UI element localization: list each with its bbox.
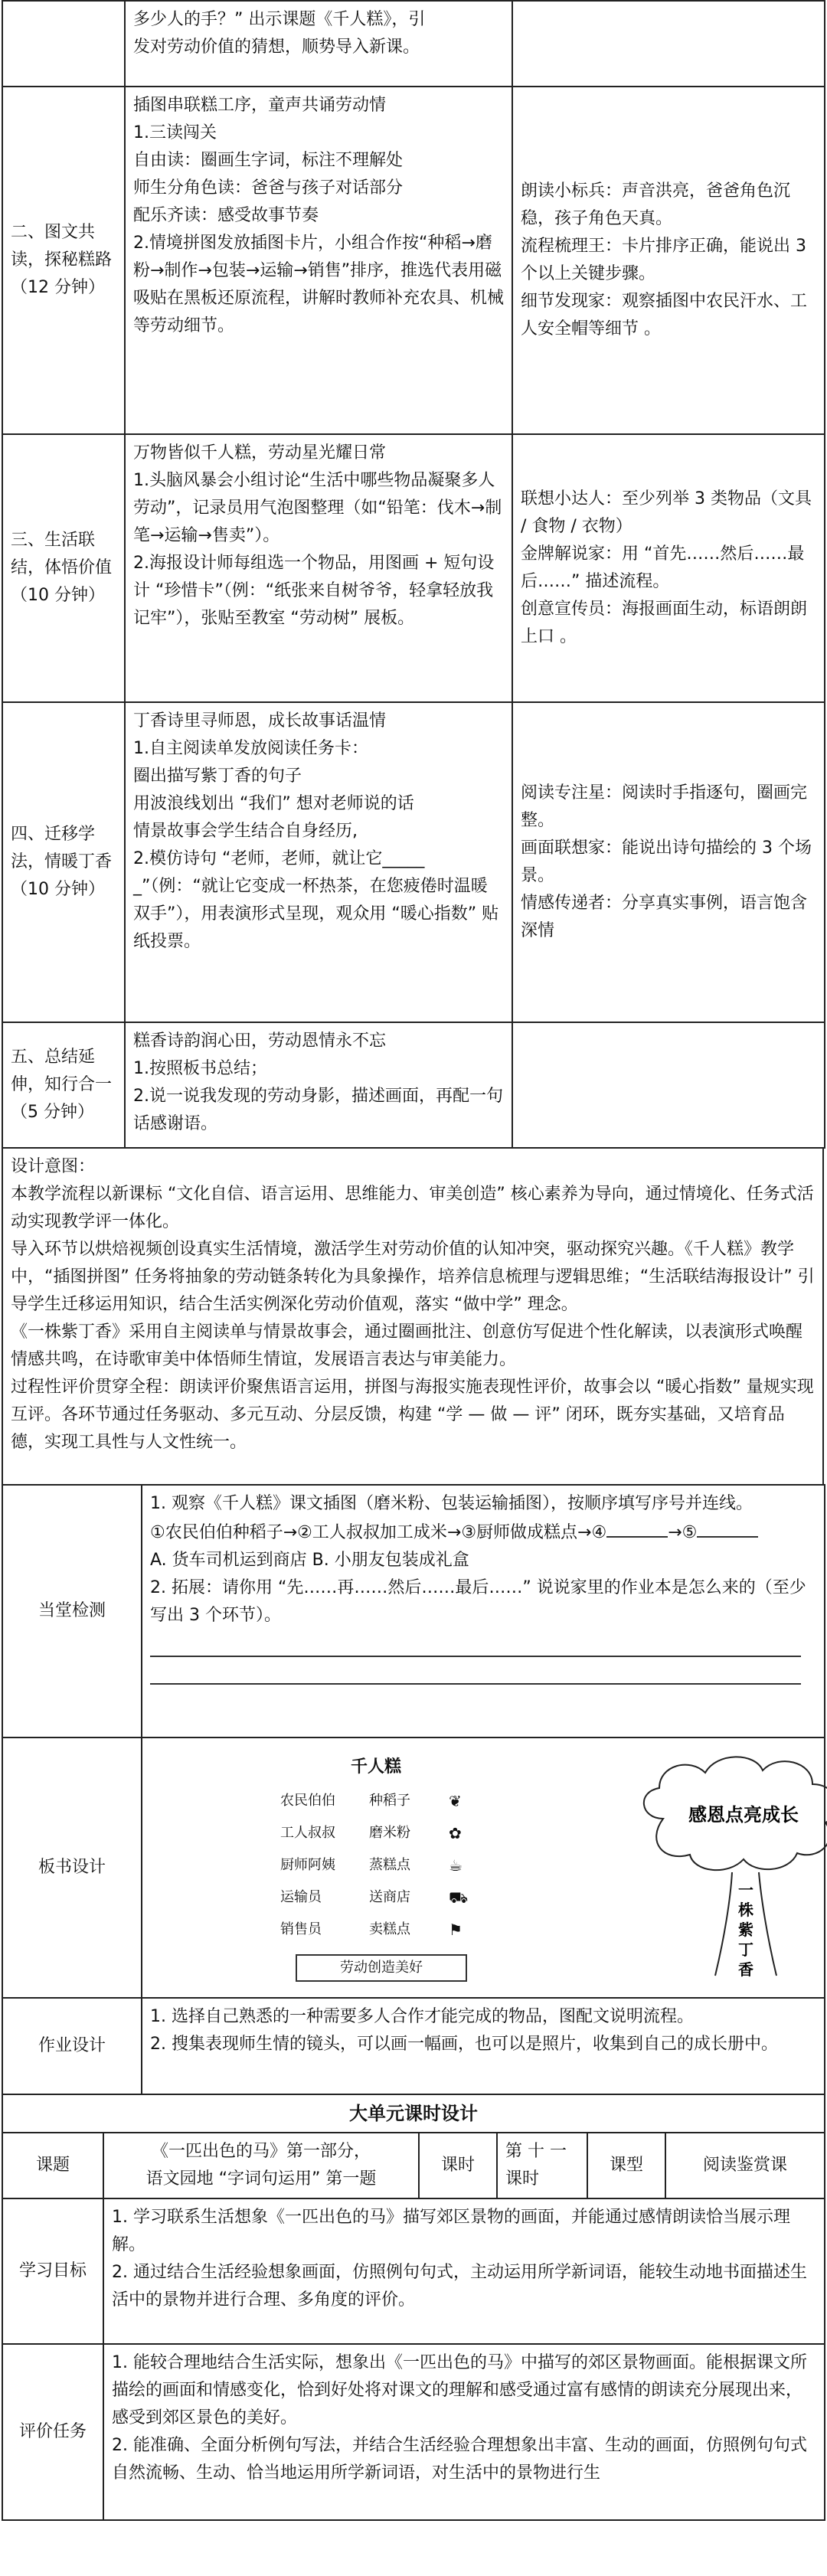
table-row [2,1148,823,1485]
homework-cell [142,1998,825,2094]
design-intent-paragraph: 《一株紫丁香》采用自主阅读单与情景故事会，通过圈画批注、创意仿写促进个性化解读，以表演形式唤醒情感共鸣，在诗歌审美中体悟师生情谊，发展语言表达与审美能力。 [11,1322,803,1369]
board-row [265,1916,487,1947]
assessment-item: 2. 能准确、全面分析例句写法，并结合生活经验合理想象出丰富、生动的画面，仿照例句句式自然流畅、生动、恰当地运用所学新词语，对生活中的景物进行生 [112,2436,807,2483]
evaluation-cell [512,434,825,702]
evaluation-cell [512,1,825,87]
board-row [265,1852,487,1882]
activity-line: 圈出描写紫丁香的句子 [133,767,302,786]
activity-line: 发对劳动价值的猜想，顺势导入新课。 [133,38,420,57]
stage-name: 五、总结延伸，知行合一（5 分钟） [2,1022,125,1148]
objective-item: 2. 通过结合生活经验想象画面，仿照例句句式，主动运用所学新词语，能较生动地书面描述生活中的景物并进行合理、多角度的评价。 [112,2263,807,2310]
topic-value [103,2133,419,2198]
homework-item: 1. 选择自己熟悉的一种需要多人合作才能完成的物品，图配文说明流程。 [150,2007,694,2026]
answer-blank[interactable] [697,1518,758,1538]
activity-line: 情景故事会学生结合自身经历, [133,822,358,841]
activity-line: 自由读：圈画生字词，标注不理解处 [133,151,404,170]
table-row [2,1998,825,2094]
activity-line: 2.说一说我发现的劳动身影，描述画面，再配一句话感谢语。 [133,1087,503,1133]
mill-icon: ✿ [449,1824,462,1842]
table-row [2,1,825,87]
rice-plant-icon: ❦ [449,1792,462,1810]
evaluation-line: 朗读小标兵：声音洪亮，爸爸角色沉稳，孩子角色天真。 [521,181,791,228]
board-process-list [265,1754,487,1983]
evaluation-cell [512,1022,825,1148]
trunk-char: 紫 [738,1921,753,1939]
activity-cell [125,87,512,434]
chain-text: →⑤ [668,1523,698,1542]
board-worker: 销售员 [280,1921,322,1937]
activity-line: 2.情境拼图发放插图卡片，小组合作按“种稻→磨粉→制作→包装→运输→销售”排序，推选代表用磁吸贴在黑板还原流程，讲解时教师补充农具、机械等劳动细节。 [133,234,505,335]
unit-header: 大单元课时设计 [2,2094,825,2133]
evaluation-line: 流程梳理王：卡片排序正确，能说出 3 个以上关键步骤。 [521,237,806,283]
assessment-label: 评价任务 [2,2344,103,2520]
table-row [2,87,825,434]
type-value: 阅读鉴赏课 [665,2133,825,2198]
board-design-cell [142,1737,825,1998]
table-row [2,2133,825,2198]
table-row [2,702,825,1022]
activity-line: 用波浪线划出 “我们” 想对老师说的话 [133,794,414,813]
activity-line: 丁香诗里寻师恩，成长故事话温情 [133,711,387,731]
evaluation-line: 创意宣传员：海报画面生动，标语朗朗上口 。 [521,600,808,646]
assessment-item: 1. 能较合理地结合生活实际，想象出《一匹出色的马》中描写的郊区景物画面。能根据课文所描绘的画面和情感变化，恰到好处将对课文的理解和感受通过富有感情的朗读充分展现出来，感受到郊区景色的美好。 [112,2353,807,2427]
shop-icon: ⚑ [449,1921,463,1939]
period-label: 课时 [419,2133,497,2198]
lesson-plan-page [2,0,824,2521]
activity-line: 2.海报设计师每组选一个物品，用图画 + 短句设计 “珍惜卡”（例：“纸张来自树爷爷，轻拿轻放我记牢”），张贴至教室 “劳动树” 展板。 [133,554,495,628]
objectives-label: 学习目标 [2,2198,103,2344]
board-row [265,1819,487,1850]
design-intent-paragraph: 过程性评价贯穿全程：朗读评价聚焦语言运用，拼图与海报实施表现性评价，故事会以 “暖心指数” 量规实现互评。各环节通过任务驱动、多元互动、分层反馈，构建 “学 — 做 — 评” 闭环，既夯实基础，又培育品德，实现工具性与人文性统一。 [11,1378,814,1452]
test-question-1: 1. 观察《千人糕》课文插图（磨米粉、包装运输插图），按顺序填写序号并连线。 [150,1494,753,1513]
board-row [265,1787,487,1818]
board-worker: 运输员 [280,1889,322,1905]
topic-line: 语文园地 “字词句运用” 第一题 [145,2169,377,2189]
board-step: 蒸糕点 [369,1857,410,1873]
board-step: 磨米粉 [369,1825,410,1841]
assessment-cell [103,2344,825,2520]
board-footer: 劳动创造美好 [296,1954,467,1982]
stage-cell [2,1,125,87]
board-worker: 农民伯伯 [280,1793,335,1809]
type-label: 课型 [587,2133,665,2198]
chain-text: ①农民伯伯种稻子→②工人叔叔加工成米→③厨师做成糕点→④ [150,1523,607,1542]
evaluation-line: 阅读专注星：阅读时手指逐句，圈画完整。 [521,783,808,830]
activity-cell [125,702,512,1022]
test-question-2: 2. 拓展：请你用 “先……再……然后……最后……” 说说家里的作业本是怎么来的（至少写出 3 个环节）。 [150,1578,806,1625]
activity-line: 1.头脑风暴会小组讨论“生活中哪些物品凝聚多人劳动”，记录员用气泡图整理（如“铅笔：伐木→制笔→运输→售卖”）。 [133,471,502,545]
practice-table [2,1484,825,2095]
classroom-test-cell [142,1485,825,1737]
board-worker: 工人叔叔 [280,1825,335,1841]
activity-cell [125,1,512,87]
evaluation-line: 画面联想家：能说出诗句描绘的 3 个场景。 [521,839,812,885]
lesson-flow-table [2,0,825,1149]
trunk-char: 丁 [738,1940,753,1959]
design-intent-table [2,1147,824,1486]
activity-cell [125,1022,512,1148]
design-intent-paragraph: 本教学流程以新课标 “文化自信、语言运用、思维能力、审美创造” 核心素养为导向，通过情境化、任务式活动实现教学评一体化。 [11,1185,814,1231]
design-intent-paragraph: 导入环节以烘焙视频创设真实生活情境，激活学生对劳动价值的认知冲突，驱动探究兴趣。《千人糕》教学中，“插图拼图” 任务将抽象的劳动链条转化为具象操作，培养信息梳理与逻辑思维；“生活联结海报设计” 引导学生迁移运用知识，结合生活实例深化劳动价值观，落实 “做中学” 理念。 [11,1240,815,1314]
evaluation-line: 细节发现家：观察插图中农民汗水、工人安全帽等细节 。 [521,292,808,338]
answer-line[interactable] [150,1657,801,1685]
tree-trunk-left [715,1872,732,1976]
activity-line: 师生分角色读：爸爸与孩子对话部分 [133,178,404,198]
lilac-tree-drawing [617,1746,827,1983]
stage-name: 三、生活联结，体悟价值（10 分钟） [2,434,125,702]
table-row [2,2344,825,2520]
objectives-cell [103,2198,825,2344]
trunk-char: 香 [738,1960,753,1979]
objective-item: 1. 学习联系生活想象《一匹出色的马》描写郊区景物的画面，并能通过感情朗读恰当展示理解。 [112,2208,790,2254]
classroom-test-label: 当堂检测 [2,1485,142,1737]
activity-cell [125,434,512,702]
activity-line: 糕香诗韵润心田，劳动恩情永不忘 [133,1031,387,1051]
board-worker: 厨师阿姨 [280,1857,335,1873]
answer-line[interactable] [150,1630,801,1657]
test-options: A. 货车司机运到商店 B. 小朋友包装成礼盒 [150,1551,469,1570]
board-step: 卖糕点 [369,1921,410,1937]
table-row [2,1022,825,1148]
tree-trunk-right [759,1872,776,1976]
activity-line: 万物皆似千人糕，劳动星光耀日常 [133,443,387,463]
table-row [2,2094,825,2133]
board-row [265,1884,487,1914]
evaluation-cell [512,87,825,434]
activity-line: 插图串联糕工序，童声共诵劳动情 [133,96,387,115]
table-row [2,1737,825,1998]
unit-lesson-table [2,2094,825,2521]
homework-label: 作业设计 [2,1998,142,2094]
activity-line: 2.模仿诗句 “老师，老师，就让它______”（例：“就让它变成一杯热茶，在您疲倦时温暖双手”），用表演形式呈现，观众用 “暖心指数” 贴纸投票。 [133,849,499,951]
table-row [2,434,825,702]
trunk-char: 株 [738,1901,753,1919]
trunk-char: 一 [738,1881,753,1899]
stage-name: 四、迁移学法，情暖丁香（10 分钟） [2,702,125,1022]
design-intent-label: 设计意图： [11,1157,96,1176]
board-step: 种稻子 [369,1793,410,1809]
topic-label: 课题 [2,2133,103,2198]
activity-line: 配乐齐读：感受故事节奏 [133,206,319,225]
activity-line: 1.按照板书总结； [133,1059,267,1078]
test-chain [150,1518,816,1547]
evaluation-line: 情感传递者：分享真实事例，语言饱含深情 [521,894,808,940]
homework-item: 2. 搜集表现师生情的镜头，可以画一幅画，也可以是照片，收集到自己的成长册中。 [150,2035,778,2054]
evaluation-cell [512,702,825,1022]
cloud-text: 感恩点亮成长 [688,1804,799,1826]
board-title: 千人糕 [350,1757,401,1777]
board-step: 送商店 [369,1889,410,1905]
activity-line: 1.自主阅读单发放阅读任务卡： [133,739,368,758]
truck-icon: ⛟ [449,1888,469,1907]
table-row [2,1485,825,1737]
answer-blank[interactable] [606,1518,668,1538]
table-row [2,2198,825,2344]
activity-line: 多少人的手？” 出示课题《千人糕》，引 [133,10,426,29]
board-design [142,1738,824,1991]
activity-line: 1.三读闯关 [133,123,217,142]
trunk-text [738,1881,753,1979]
board-design-label: 板书设计 [2,1737,142,1998]
design-intent-cell [2,1148,823,1485]
stage-name: 二、图文共读，探秘糕路（12 分钟） [2,87,125,434]
evaluation-line: 联想小达人：至少列举 3 类物品（文具 / 食物 / 衣物） [521,489,812,536]
cake-icon: ☕ [449,1856,463,1875]
period-value: 第 十 一 课时 [497,2133,587,2198]
topic-line: 《一匹出色的马》第一部分， [151,2142,371,2161]
evaluation-line: 金牌解说家：用 “首先……然后……最后……” 描述流程。 [521,544,805,591]
